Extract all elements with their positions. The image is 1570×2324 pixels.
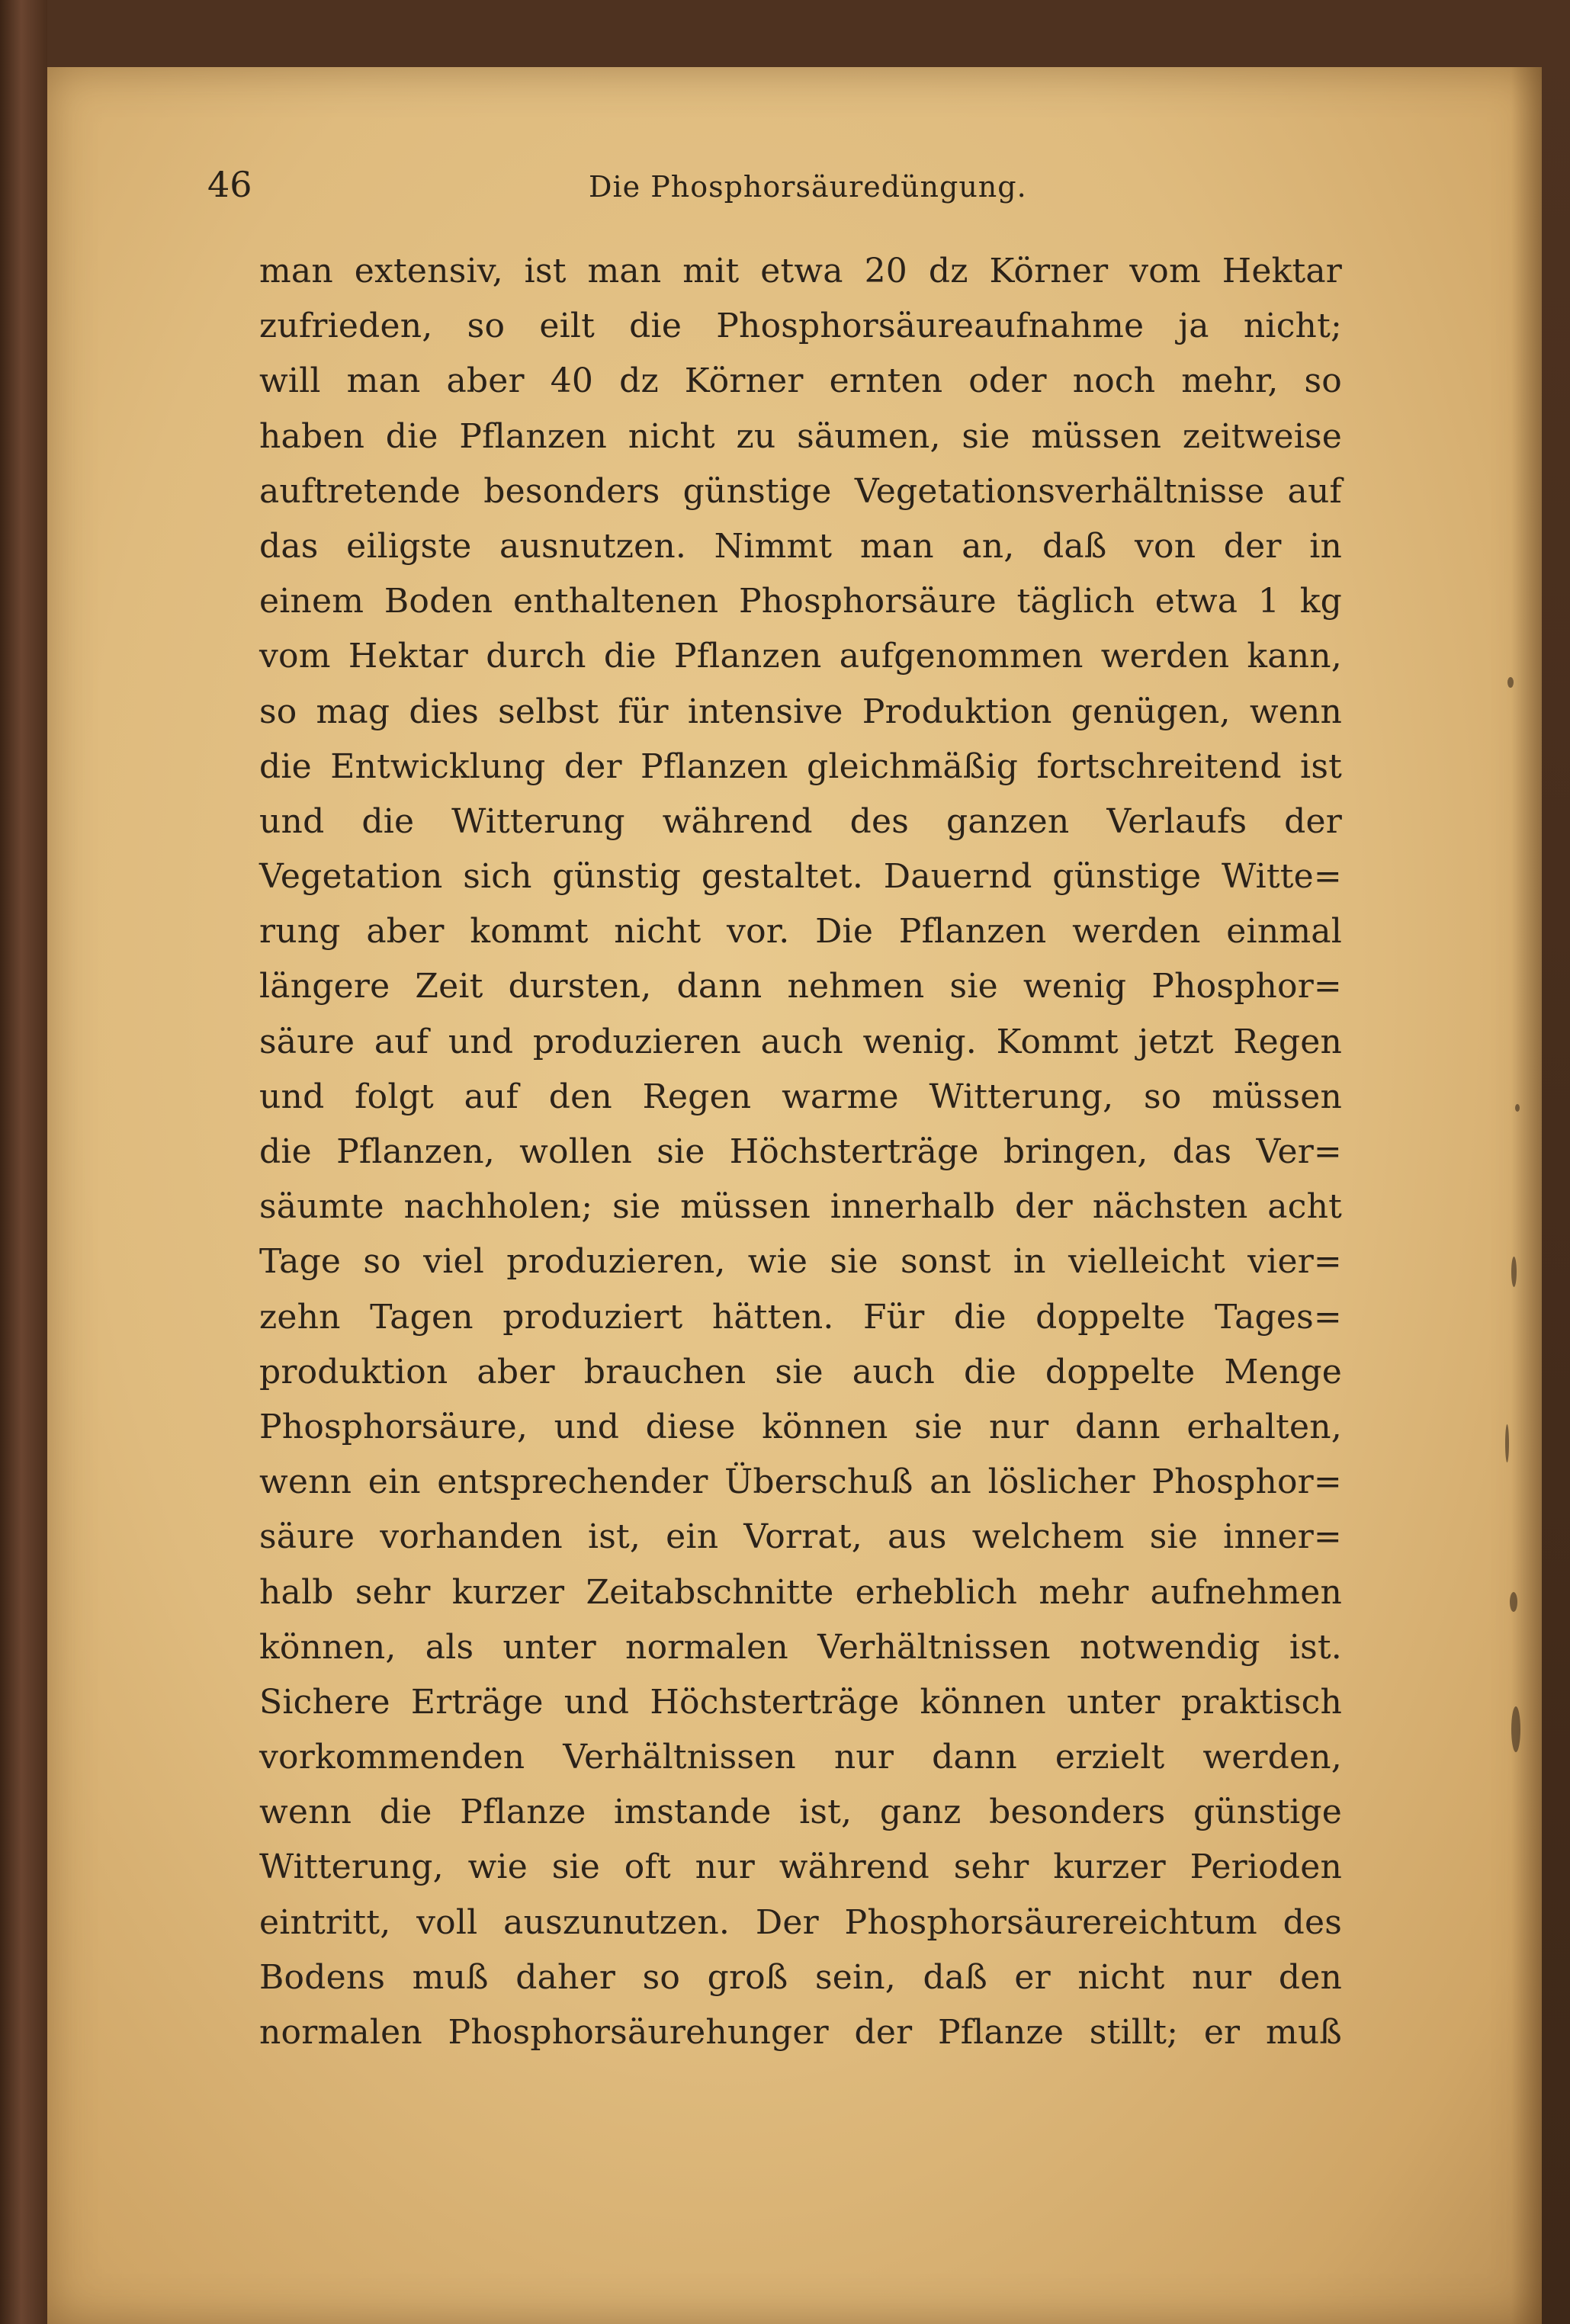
text-line: eintritt, voll auszunutzen. Der Phosphorsäurereichtum des bbox=[259, 1902, 1342, 1942]
text-line: Phosphorsäure, und diese können sie nur dann erhalten, bbox=[259, 1407, 1342, 1446]
paper-speck bbox=[1511, 1257, 1517, 1287]
text-line: wenn ein entsprechender Überschuß an löslicher Phosphor= bbox=[259, 1462, 1342, 1502]
text-line: so mag dies selbst für intensive Produktion genügen, wenn bbox=[259, 692, 1342, 731]
text-line: produktion aber brauchen sie auch die doppelte Menge bbox=[259, 1352, 1342, 1392]
page-number: 46 bbox=[207, 164, 252, 205]
paper-speck bbox=[1510, 1592, 1517, 1612]
page-edge-shadow bbox=[1511, 67, 1542, 2324]
paper-speck bbox=[1511, 1706, 1520, 1752]
text-line: Vegetation sich günstig gestaltet. Dauernd günstige Witte= bbox=[259, 857, 1342, 897]
text-line: säumte nachholen; sie müssen innerhalb der nächsten acht bbox=[259, 1187, 1342, 1227]
running-title: Die Phosphorsäuredüngung. bbox=[589, 170, 1027, 204]
text-line: Bodens muß daher so groß sein, daß er nicht nur den bbox=[259, 1957, 1342, 1997]
text-line: rung aber kommt nicht vor. Die Pflanzen werden einmal bbox=[259, 912, 1342, 952]
text-line: Witterung, wie sie oft nur während sehr kurzer Perioden bbox=[259, 1847, 1342, 1887]
text-line: Tage so viel produzieren, wie sie sonst in vielleicht vier= bbox=[259, 1242, 1342, 1282]
text-line: auftretende besonders günstige Vegetationsverhältnisse auf bbox=[259, 471, 1342, 511]
text-line: wenn die Pflanze imstande ist, ganz besonders günstige bbox=[259, 1793, 1342, 1832]
text-line: können, als unter normalen Verhältnissen notwendig ist. bbox=[259, 1627, 1342, 1667]
text-line: haben die Pflanzen nicht zu säumen, sie müssen zeitweise bbox=[259, 416, 1342, 456]
text-line: Sichere Erträge und Höchsterträge können unter praktisch bbox=[259, 1682, 1342, 1722]
body-text bbox=[259, 244, 1342, 2060]
paper-speck bbox=[1505, 1424, 1509, 1462]
text-line: die Entwicklung der Pflanzen gleichmäßig fortschreitend ist bbox=[259, 746, 1342, 786]
text-line: das eiligste ausnutzen. Nimmt man an, daß von der in bbox=[259, 526, 1342, 566]
text-line: einem Boden enthaltenen Phosphorsäure täglich etwa 1 kg bbox=[259, 582, 1342, 621]
book-spine bbox=[0, 0, 47, 2324]
text-line: zufrieden, so eilt die Phosphorsäureaufnahme ja nicht; bbox=[259, 307, 1342, 346]
text-line: vom Hektar durch die Pflanzen aufgenommen werden kann, bbox=[259, 637, 1342, 676]
running-head bbox=[207, 162, 1351, 215]
paper-speck bbox=[1515, 1104, 1520, 1112]
text-line: vorkommenden Verhältnissen nur dann erzielt werden, bbox=[259, 1738, 1342, 1777]
text-line: will man aber 40 dz Körner ernten oder noch mehr, so bbox=[259, 361, 1342, 401]
text-line: und folgt auf den Regen warme Witterung, so müssen bbox=[259, 1077, 1342, 1116]
text-line: säure auf und produzieren auch wenig. Kommt jetzt Regen bbox=[259, 1022, 1342, 1061]
text-line: halb sehr kurzer Zeitabschnitte erheblich mehr aufnehmen bbox=[259, 1572, 1342, 1612]
paper-speck bbox=[1507, 677, 1514, 688]
text-line: normalen Phosphorsäurehunger der Pflanze stillt; er muß bbox=[259, 2013, 1342, 2052]
text-line: zehn Tagen produziert hätten. Für die doppelte Tages= bbox=[259, 1297, 1342, 1337]
text-line: längere Zeit dursten, dann nehmen sie wenig Phosphor= bbox=[259, 967, 1342, 1006]
text-line: und die Witterung während des ganzen Verlaufs der bbox=[259, 801, 1342, 841]
text-line: die Pflanzen, wollen sie Höchsterträge bringen, das Ver= bbox=[259, 1132, 1342, 1171]
text-line: man extensiv, ist man mit etwa 20 dz Körner vom Hektar bbox=[259, 252, 1342, 290]
text-line: säure vorhanden ist, ein Vorrat, aus welchem sie inner= bbox=[259, 1517, 1342, 1557]
